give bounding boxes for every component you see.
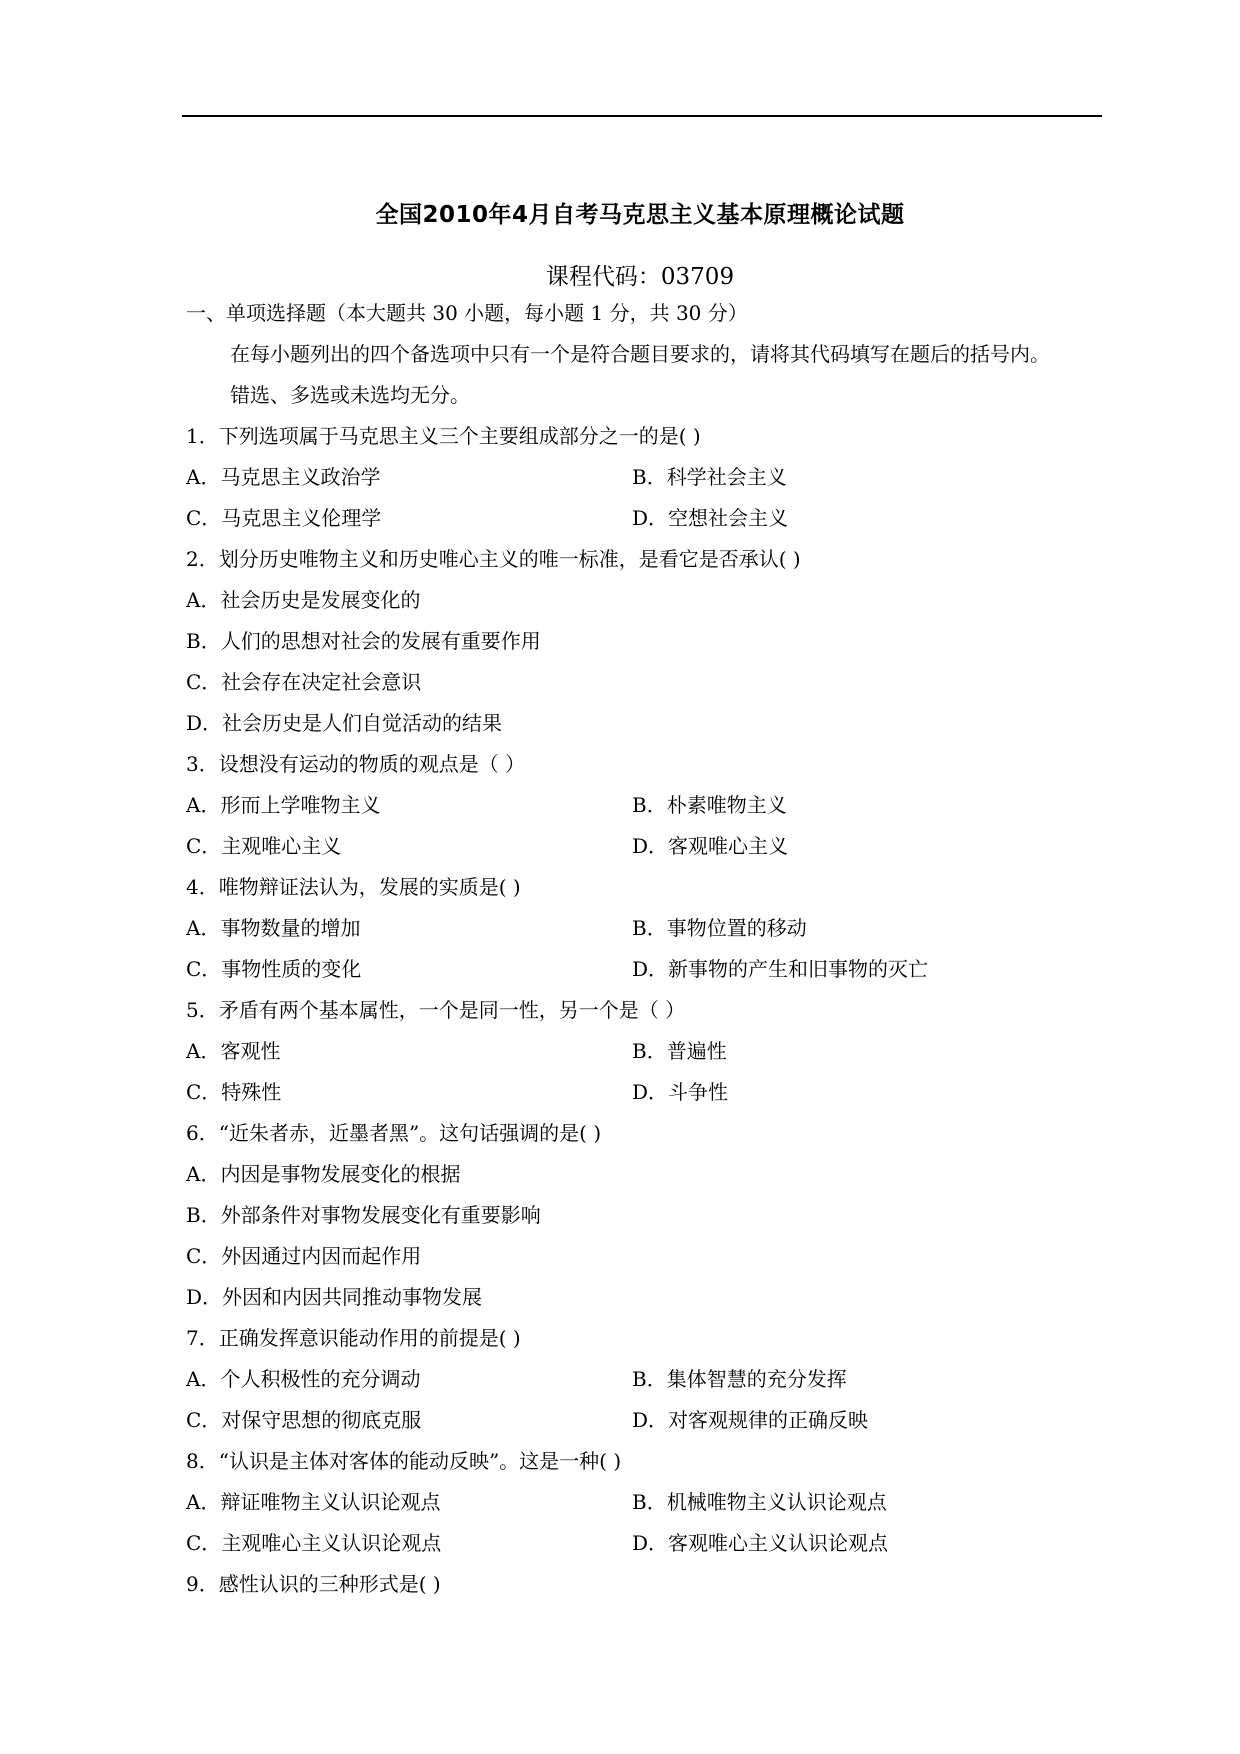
option-d: D．社会历史是人们自觉活动的结果 [186,711,503,735]
option-d: D．客观唯心主义 [632,834,789,858]
question-stem: 8．“认识是主体对客体的能动反映”。这是一种( ) [186,1449,622,1473]
instruction-line: 错选、多选或未选均无分。 [230,383,470,407]
option-b: B．事物位置的移动 [632,916,807,940]
option-a: A．个人积极性的充分调动 [186,1367,421,1391]
option-c: C．主观唯心主义 [186,834,342,858]
option-b: B．朴素唯物主义 [632,793,787,817]
header-rule [182,115,1102,117]
option-b: B．外部条件对事物发展变化有重要影响 [186,1203,541,1227]
question-stem: 3．设想没有运动的物质的观点是（ ） [186,752,526,776]
question-stem: 6．“近朱者赤，近墨者黑”。这句话强调的是( ) [186,1121,602,1145]
instruction-line: 在每小题列出的四个备选项中只有一个是符合题目要求的，请将其代码填写在题后的括号内。 [230,342,1050,366]
option-d: D．空想社会主义 [632,506,789,530]
option-d: D．斗争性 [632,1080,729,1104]
question-stem: 7．正确发挥意识能动作用的前提是( ) [186,1326,521,1350]
exam-title: 全国2010年4月自考马克思主义基本原理概论试题 [375,202,905,228]
section-heading: 一、单项选择题（本大题共 30 小题，每小题 1 分，共 30 分） [186,301,748,325]
option-a: A．事物数量的增加 [186,916,361,940]
question-stem: 5．矛盾有两个基本属性，一个是同一性，另一个是（ ） [186,998,686,1022]
option-a: A．辩证唯物主义认识论观点 [186,1490,441,1514]
option-c: C．马克思主义伦理学 [186,506,382,530]
option-b: B．科学社会主义 [632,465,787,489]
course-code: 课程代码：03709 [545,264,735,290]
option-a: A．马克思主义政治学 [186,465,381,489]
option-b: B．人们的思想对社会的发展有重要作用 [186,629,541,653]
option-a: A．内因是事物发展变化的根据 [186,1162,461,1186]
option-d: D．新事物的产生和旧事物的灭亡 [632,957,929,981]
option-c: C．对保守思想的彻底克服 [186,1408,422,1432]
option-c: C．社会存在决定社会意识 [186,670,422,694]
option-b: B．机械唯物主义认识论观点 [632,1490,887,1514]
question-stem: 2．划分历史唯物主义和历史唯心主义的唯一标准，是看它是否承认( ) [186,547,801,571]
option-b: B．集体智慧的充分发挥 [632,1367,847,1391]
option-d: D．客观唯心主义认识论观点 [632,1531,889,1555]
question-stem: 1．下列选项属于马克思主义三个主要组成部分之一的是( ) [186,424,701,448]
option-c: C．外因通过内因而起作用 [186,1244,422,1268]
option-d: D．外因和内因共同推动事物发展 [186,1285,483,1309]
option-c: C．主观唯心主义认识论观点 [186,1531,442,1555]
option-a: A．形而上学唯物主义 [186,793,381,817]
option-d: D．对客观规律的正确反映 [632,1408,869,1432]
question-stem: 4．唯物辩证法认为，发展的实质是( ) [186,875,521,899]
question-stem: 9．感性认识的三种形式是( ) [186,1572,441,1596]
option-a: A．客观性 [186,1039,281,1063]
option-b: B．普遍性 [632,1039,727,1063]
option-c: C．特殊性 [186,1080,282,1104]
option-c: C．事物性质的变化 [186,957,362,981]
option-a: A．社会历史是发展变化的 [186,588,421,612]
